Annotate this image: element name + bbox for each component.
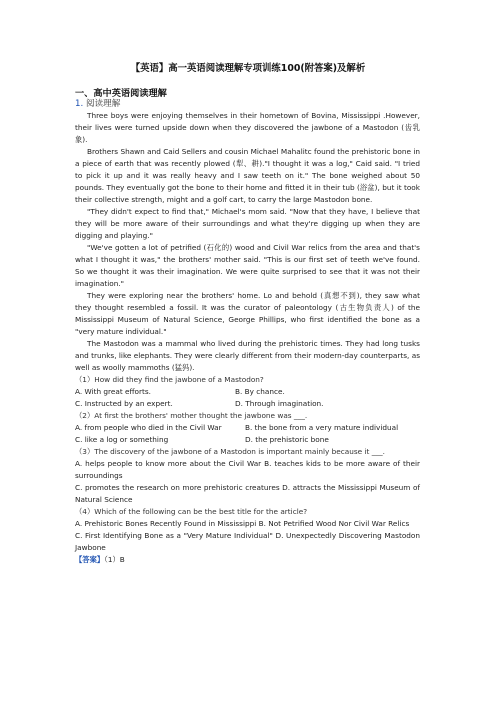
question-stem: （4）Which of the following can be the best title for the article?	[75, 507, 308, 516]
question-label: 阅读理解	[85, 99, 121, 109]
question-stem: （2）At first the brothers' mother thought the jawbone was ___.	[75, 411, 308, 420]
passage-content	[75, 110, 420, 566]
question-stem: （1）How did they find the jawbone of a Mastodon?	[75, 375, 264, 384]
option: D. the prehistoric bone	[245, 435, 329, 444]
option-row	[75, 422, 420, 434]
option: A. from people who died in the Civil War	[75, 423, 222, 432]
paragraph: Three boys were enjoying themselves in their hometown of Bovina, Mississippi .However, their lives were turned upside down when they discovered the jawbone of a Mastodon (齿乳象).	[75, 111, 420, 144]
answer-label: 【答案】	[75, 555, 105, 564]
option: B. By chance.	[235, 387, 285, 396]
question-stem: （3）The discovery of the jawbone of a Mastodon is important mainly because it ___.	[75, 447, 385, 456]
option-row	[75, 398, 420, 410]
section-heading: 一、高中英语阅读理解	[75, 88, 167, 99]
paragraph: The Mastodon was a mammal who lived during the prehistoric times. They had long tusks and trunks, like elephants. They were clearly different from their modern-day counterparts, as well as woolly mammoths (猛犸).	[75, 339, 420, 372]
option: C. like a log or something	[75, 435, 169, 444]
option: A. With great efforts.	[75, 387, 151, 396]
question-heading	[75, 97, 120, 109]
paragraph: "They didn't expect to find that," Michael's mom said. "Now that they have, I believe that they will be more aware of their surroundings and what they're digging up when they are digging and playing."	[75, 207, 420, 240]
paragraph: They were exploring near the brothers' home. Lo and behold (真想不到), they saw what they thought resembled a fossil. It was the curator of paleontology (古生物负责人) of the Mississippi Museum of Natural Science, George Phillips, who first identified the bone as a "very mature individual."	[75, 291, 420, 336]
option: B. the bone from a very mature individual	[245, 423, 399, 432]
option-line: A. helps people to know more about the Civil War B. teaches kids to be more aware of their surroundings	[75, 459, 420, 480]
question-number: 1.	[75, 99, 84, 109]
answer-text: （1）B	[104, 555, 125, 564]
option-line: A. Prehistoric Bones Recently Found in Mississippi B. Not Petrified Wood Nor Civil War Relics	[75, 519, 410, 528]
option-row	[75, 386, 420, 398]
option-line: C. First Identifying Bone as a "Very Mature Individual" D. Unexpectedly Discovering Mastodon Jawbone	[75, 531, 420, 552]
option: C. Instructed by an expert.	[75, 399, 173, 408]
page-title: 【英语】高一英语阅读理解专项训练100(附答案)及解析	[130, 63, 366, 74]
option-row	[75, 434, 420, 446]
paragraph: "We've gotten a lot of petrified (石化的) wood and Civil War relics from the area and that's what I thought it was," the brothers' mother said. "This is our first set of teeth we've found. So we thought it was their imagination. We were quite surprised to see that it was not their imagination."	[75, 243, 420, 288]
option: D. Through imagination.	[235, 399, 324, 408]
answer-line	[75, 554, 420, 566]
paragraph: Brothers Shawn and Caid Sellers and cousin Michael Mahalitc found the prehistoric bone in a piece of earth that was recently plowed (犁、耕)."I thought it was a log," Caid said. "I tried to pick it up and it was really heavy and I saw teeth on it." The bone weighed about 50 pounds. They eventually got the bone to their home and fitted it in their tub (浴盆), but it took their collective strength, might and a golf cart, to carry the large Mastodon bone.	[75, 147, 420, 204]
option-line: C. promotes the research on more prehistoric creatures D. attracts the Mississippi Museum of Natural Science	[75, 483, 420, 504]
